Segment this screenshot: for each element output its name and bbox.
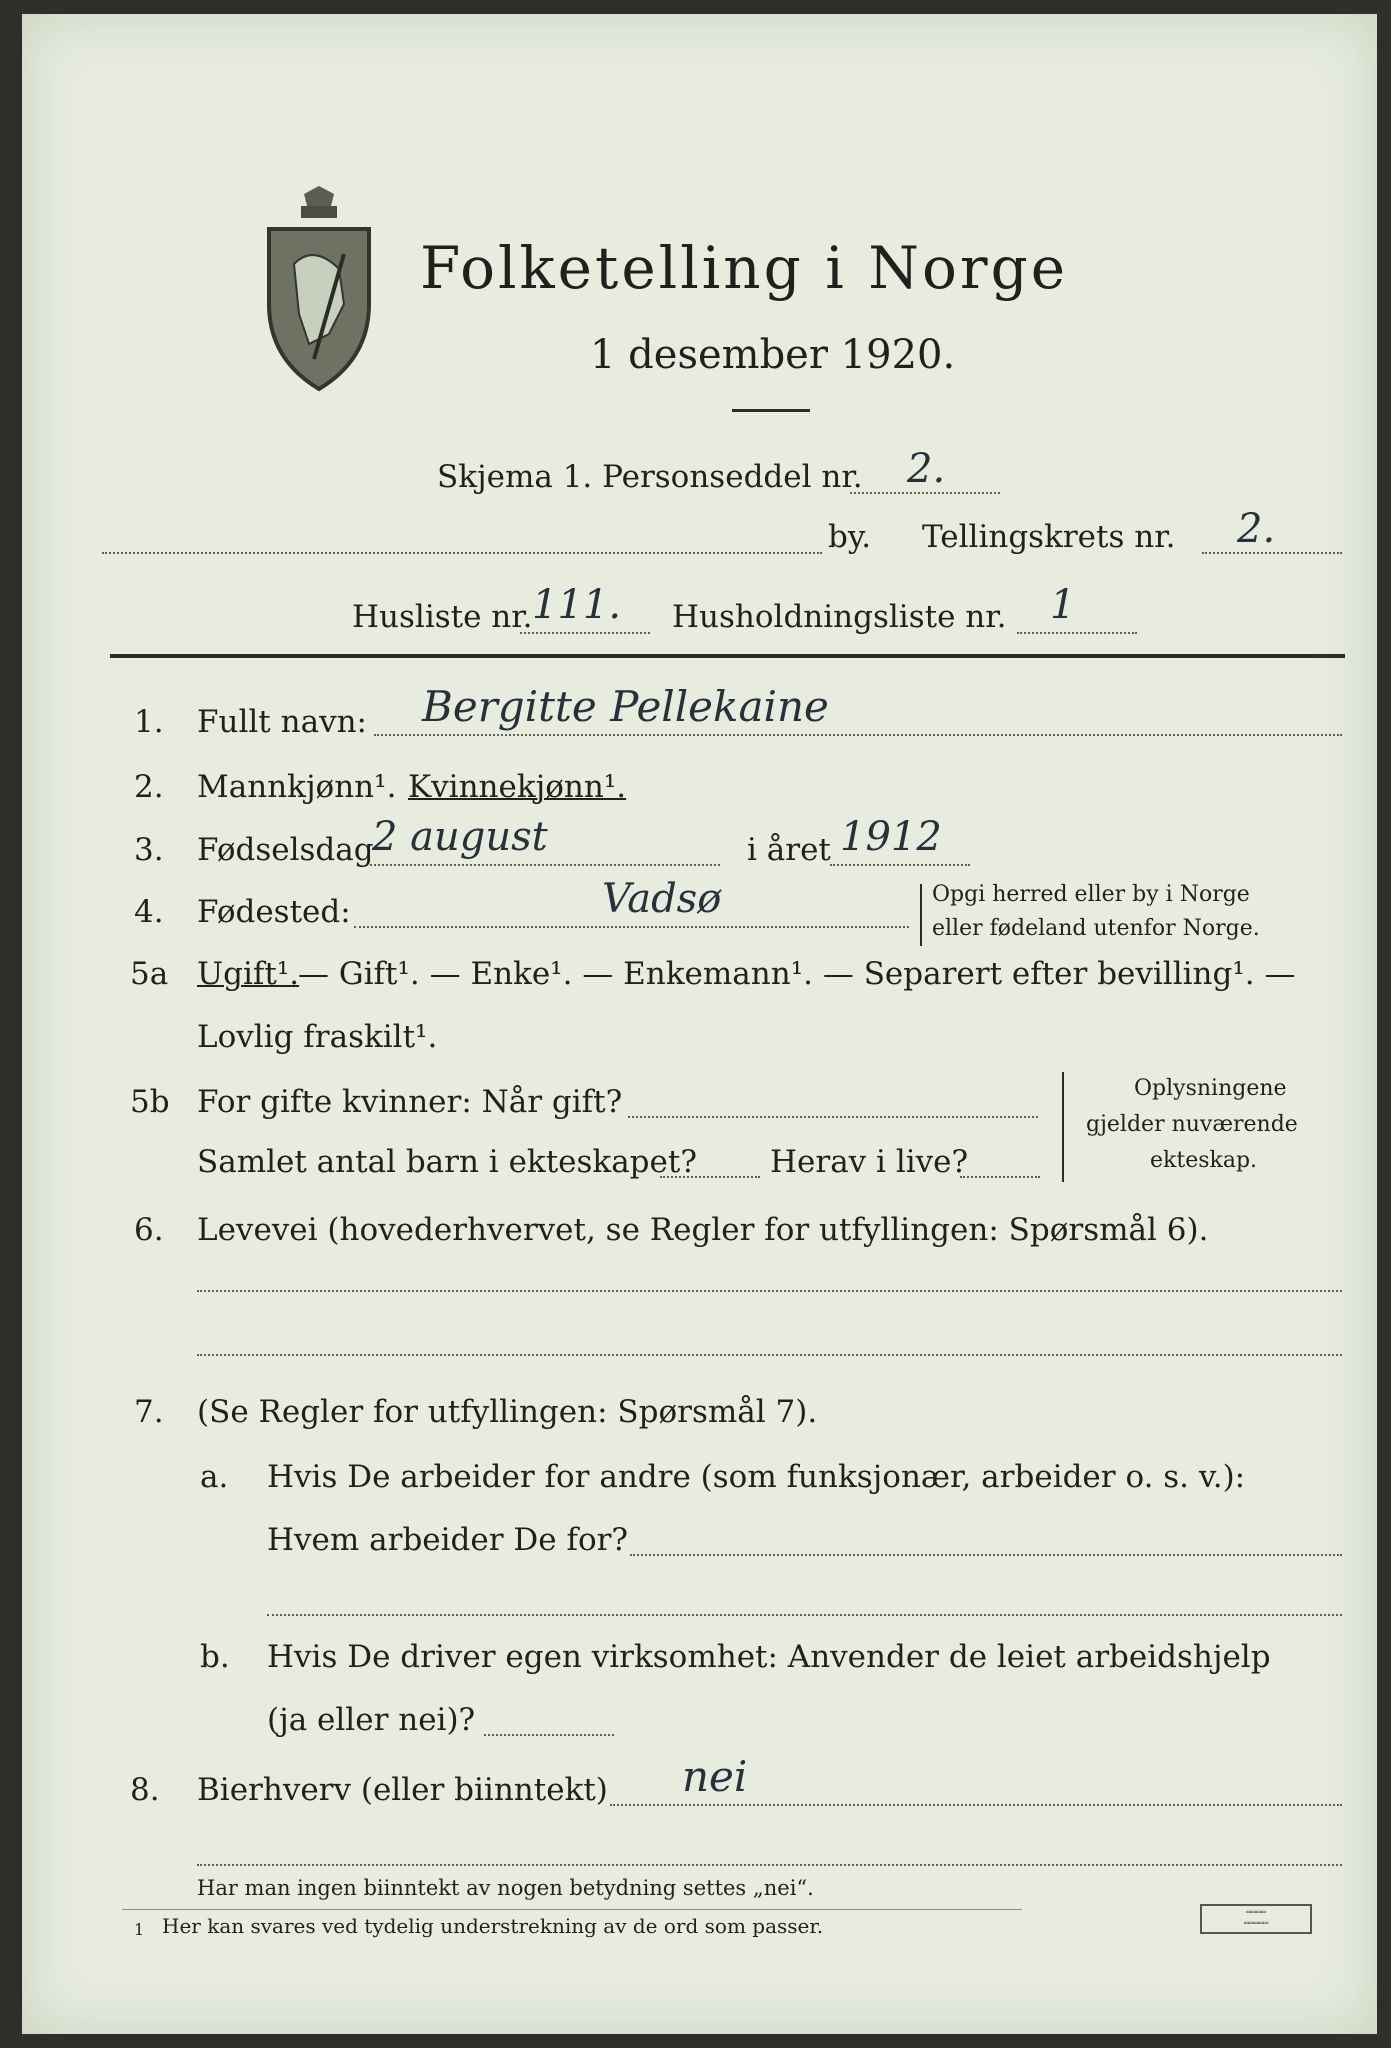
q5b-number: 5b [130, 1084, 170, 1120]
footnote-text: Her kan svares ved tydelig understrekning av de ord som passer. [162, 1914, 824, 1938]
children-alive-label: Herav i live? [770, 1144, 969, 1180]
full-name-field-line [374, 734, 1342, 736]
q7-number: 7. [134, 1394, 164, 1430]
marital-divorced-option[interactable]: Lovlig fraskilt¹. [197, 1019, 438, 1055]
q7a-letter: a. [200, 1459, 229, 1495]
employer-field-line[interactable] [630, 1554, 1342, 1556]
by-field-line[interactable] [102, 552, 822, 554]
norway-coat-of-arms-icon [259, 184, 379, 394]
birthday-label: Fødselsdag [197, 832, 374, 868]
married-when-label: For gifte kvinner: Når gift? [197, 1084, 623, 1120]
hired-help-field-line[interactable] [484, 1734, 614, 1736]
employer-label: Hvem arbeider De for? [267, 1522, 629, 1558]
q7a-text: Hvis De arbeider for andre (som funksjonær, arbeider o. s. v.): [267, 1459, 1246, 1495]
husholdning-field-line [1017, 632, 1137, 634]
side-income-field-line [610, 1804, 1342, 1806]
birthplace-note-line2: eller fødeland utenfor Norge. [932, 916, 1260, 941]
birth-year-field-line [830, 864, 970, 866]
nei-note: Har man ingen biinntekt av nogen betydning settes „nei“. [197, 1876, 814, 1900]
children-alive-field-line[interactable] [960, 1176, 1040, 1178]
side-income-field-line-2[interactable] [197, 1864, 1342, 1866]
q6-number: 6. [134, 1212, 164, 1248]
census-date: 1 desember 1920. [590, 332, 956, 378]
tellingskrets-value[interactable]: 2. [1237, 506, 1276, 552]
q2-number: 2. [134, 769, 164, 805]
skjema-label: Skjema 1. Personseddel nr. [437, 459, 863, 495]
q7b-text: Hvis De driver egen virksomhet: Anvender de leiet arbeidshjelp [267, 1639, 1271, 1675]
by-label: by. [828, 519, 872, 555]
occupation-field-line-1[interactable] [197, 1290, 1342, 1292]
q8-number: 8. [130, 1772, 160, 1808]
birth-year-label: i året [747, 832, 831, 868]
husliste-label: Husliste nr. [352, 599, 533, 635]
children-count-label: Samlet antal barn i ekteskapet? [197, 1144, 697, 1180]
marriage-note-bracket [1062, 1072, 1064, 1182]
q4-number: 4. [134, 894, 164, 930]
printer-stamp: ▭▭▭▭ ▭▭▭▭▭ [1200, 1904, 1312, 1934]
title-divider [732, 409, 810, 412]
q7b-letter: b. [200, 1639, 230, 1675]
birthplace-note-line1: Opgi herred eller by i Norge [932, 882, 1250, 907]
footnote-divider [122, 1909, 1022, 1910]
birthplace-field-line [354, 926, 909, 928]
census-form-page [22, 14, 1377, 2034]
hired-help-label: (ja eller nei)? [267, 1702, 476, 1738]
q3-number: 3. [134, 832, 164, 868]
occupation-label: Levevei (hovederhvervet, se Regler for utfyllingen: Spørsmål 6). [197, 1212, 1209, 1248]
husliste-field-line [520, 632, 650, 634]
q1-number: 1. [134, 704, 164, 740]
full-name-label: Fullt navn: [197, 704, 367, 740]
occupation-field-line-2[interactable] [197, 1354, 1342, 1356]
birthday-field-line [370, 864, 720, 866]
gender-male-option[interactable]: Mannkjønn¹. [197, 769, 397, 805]
footnote-number: 1 [134, 1920, 145, 1939]
husliste-value[interactable]: 111. [532, 582, 622, 628]
employer-field-line-2[interactable] [267, 1614, 1342, 1616]
skjema-value[interactable]: 2. [907, 446, 946, 492]
skjema-field-line [850, 492, 1000, 494]
marriage-note-line2: gjelder nuværende [1086, 1112, 1298, 1137]
gender-female-option[interactable]: Kvinnekjønn¹. [408, 769, 627, 805]
tellingskrets-field-line [1202, 552, 1342, 554]
birthplace-note-bracket [920, 884, 922, 946]
birth-year-value[interactable]: 1912 [840, 814, 942, 860]
birthplace-label: Fødested: [197, 894, 351, 930]
form-title: Folketelling i Norge [420, 234, 1069, 302]
section-divider [110, 654, 1345, 658]
side-income-value[interactable]: nei [682, 1752, 748, 1801]
married-when-field-line[interactable] [628, 1116, 1038, 1118]
marital-other-options[interactable]: — Gift¹. — Enke¹. — Enkemann¹. — Separert efter bevilling¹. — [298, 956, 1296, 992]
husholdning-value[interactable]: 1 [1050, 582, 1076, 628]
birthplace-value[interactable]: Vadsø [602, 876, 722, 922]
husholdning-label: Husholdningsliste nr. [672, 599, 1007, 635]
marriage-note-line3: ekteskap. [1150, 1148, 1258, 1173]
marriage-note-line1: Oplysningene [1134, 1076, 1287, 1101]
q7-label: (Se Regler for utfyllingen: Spørsmål 7). [197, 1394, 818, 1430]
tellingskrets-label: Tellingskrets nr. [922, 519, 1176, 555]
birthday-value[interactable]: 2 august [372, 814, 548, 860]
q5a-number: 5a [130, 956, 169, 992]
children-count-field-line[interactable] [660, 1176, 760, 1178]
marital-ugift-option[interactable]: Ugift¹. [197, 956, 300, 992]
full-name-value[interactable]: Bergitte Pellekaine [422, 682, 829, 731]
side-income-label: Bierhverv (eller biinntekt) [197, 1772, 608, 1808]
